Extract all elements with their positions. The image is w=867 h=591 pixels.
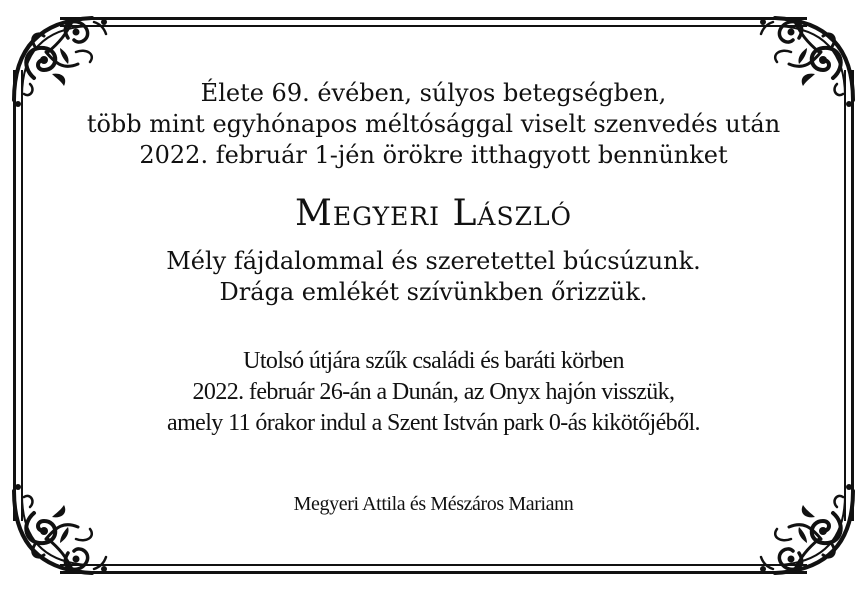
frame-top-inner-line	[60, 25, 807, 27]
deceased-name: Megyeri László	[294, 193, 573, 234]
funeral-line: Utolsó útjára szűk családi és baráti körben	[243, 348, 624, 374]
farewell-line: Drága emlékét szívünkben őrizzük.	[219, 278, 648, 306]
frame-top-outer-line	[60, 17, 807, 20]
funeral-paragraph	[0, 346, 867, 439]
intro-line: Élete 69. évében, súlyos betegségben,	[200, 79, 667, 107]
frame-bottom-outer-line	[60, 571, 807, 574]
funeral-line: 2022. február 26-án a Dunán, az Onyx hajón visszük,	[192, 379, 675, 405]
intro-line: 2022. február 1-jén örökre itthagyott bennünket	[139, 141, 728, 169]
funeral-line: amely 11 órakor indul a Szent István park 0-ás kikötőjéből.	[167, 410, 700, 436]
intro-line: több mint egyhónapos méltósággal viselt szenvedés után	[86, 110, 781, 138]
signature: Megyeri Attila és Mészáros Mariann	[293, 493, 574, 515]
farewell-line: Mély fájdalommal és szeretettel búcsúzunk.	[166, 247, 701, 275]
frame-bottom-inner-line	[60, 564, 807, 566]
intro-paragraph	[0, 78, 867, 171]
farewell-paragraph	[0, 246, 867, 308]
